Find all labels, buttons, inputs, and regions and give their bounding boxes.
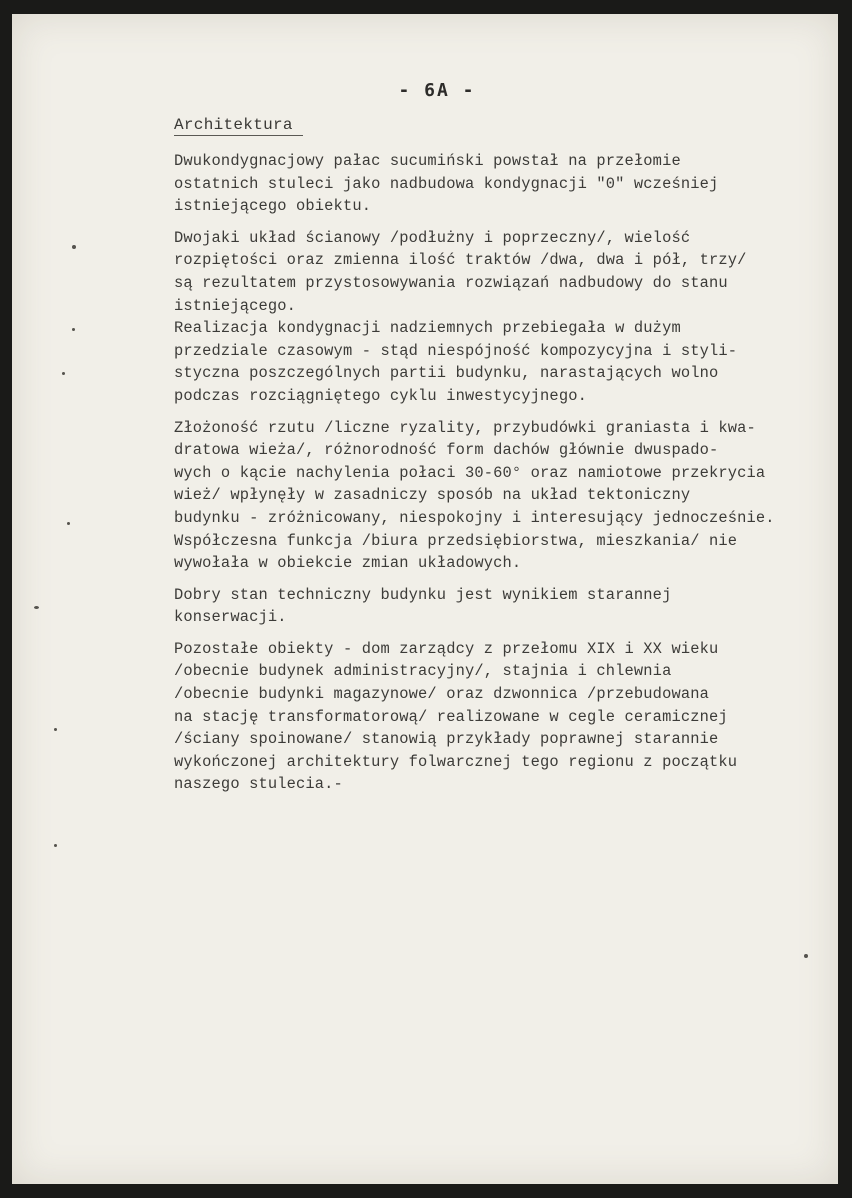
page-number: - 6A - <box>398 80 476 101</box>
punch-hole-mark <box>72 328 75 331</box>
text-line: Dobry stan techniczny budynku jest wynikiem starannej <box>174 585 672 604</box>
text-line: budynku - zróżnicowany, niespokojny i interesujący jednocześnie. <box>174 508 775 527</box>
text-line: przedziale czasowym - stąd niespójność kompozycyjna i styli- <box>174 341 738 360</box>
document-body <box>174 150 844 796</box>
text-line: Pozostałe obiekty - dom zarządcy z przełomu XIX i XX wieku <box>174 639 719 658</box>
punch-hole-mark <box>54 728 57 731</box>
text-line: Złożoność rzutu /liczne ryzality, przybudówki graniasta i kwa- <box>174 418 756 437</box>
text-line: są rezultatem przystosowywania rozwiązań nadbudowy do stanu <box>174 273 728 292</box>
text-line: /obecnie budynki magazynowe/ oraz dzwonnica /przebudowana <box>174 685 709 704</box>
punch-hole-mark <box>34 606 39 609</box>
text-line: na stację transformatorową/ realizowane w cegle ceramicznej <box>174 707 728 726</box>
text-line: Realizacja kondygnacji nadziemnych przebiegała w dużym <box>174 319 681 338</box>
text-line: wywołała w obiekcie zmian układowych. <box>174 554 522 573</box>
text-line: /ściany spoinowane/ stanowią przykłady poprawnej starannie <box>174 730 719 749</box>
text-line: wykończonej architektury folwarcznej tego regionu z początku <box>174 752 738 771</box>
text-line: istniejącego obiektu. <box>174 197 372 216</box>
text-line: /obecnie budynek administracyjny/, stajnia i chlewnia <box>174 662 672 681</box>
text-line: naszego stulecia.- <box>174 775 343 794</box>
text-line: podczas rozciągniętego cyklu inwestycyjnego. <box>174 386 587 405</box>
text-line: styczna poszczególnych partii budynku, narastających wolno <box>174 364 719 383</box>
paragraph-3 <box>174 317 844 407</box>
text-line: Dwojaki układ ścianowy /podłużny i poprzeczny/, wielość <box>174 228 691 247</box>
text-line: ostatnich stuleci jako nadbudowa kondygnacji "0" wcześniej <box>174 174 719 193</box>
paragraph-1 <box>174 150 844 218</box>
paragraph-4 <box>174 417 844 575</box>
text-line: wych o kącie nachylenia połaci 30-60° oraz namiotowe przekrycia <box>174 463 766 482</box>
section-heading: Architektura <box>174 116 303 136</box>
text-line: konserwacji. <box>174 608 287 627</box>
punch-hole-mark <box>62 372 65 375</box>
paragraph-2 <box>174 227 844 317</box>
text-line: rozpiętości oraz zmienna ilość traktów /dwa, dwa i pół, trzy/ <box>174 251 747 270</box>
text-line: Dwukondygnacjowy pałac sucumiński powstał na przełomie <box>174 152 681 170</box>
text-line: Współczesna funkcja /biura przedsiębiorstwa, mieszkania/ nie <box>174 531 738 550</box>
text-line: dratowa wieża/, różnorodność form dachów głównie dwuspado- <box>174 441 719 460</box>
punch-hole-mark <box>67 522 70 525</box>
paragraph-6 <box>174 638 844 796</box>
text-line: wież/ wpłynęły w zasadniczy sposób na układ tektoniczny <box>174 486 691 505</box>
punch-hole-mark <box>54 844 57 847</box>
punch-hole-mark <box>804 954 808 958</box>
text-line: istniejącego. <box>174 296 297 315</box>
punch-hole-mark <box>72 245 76 249</box>
paragraph-5 <box>174 584 844 629</box>
